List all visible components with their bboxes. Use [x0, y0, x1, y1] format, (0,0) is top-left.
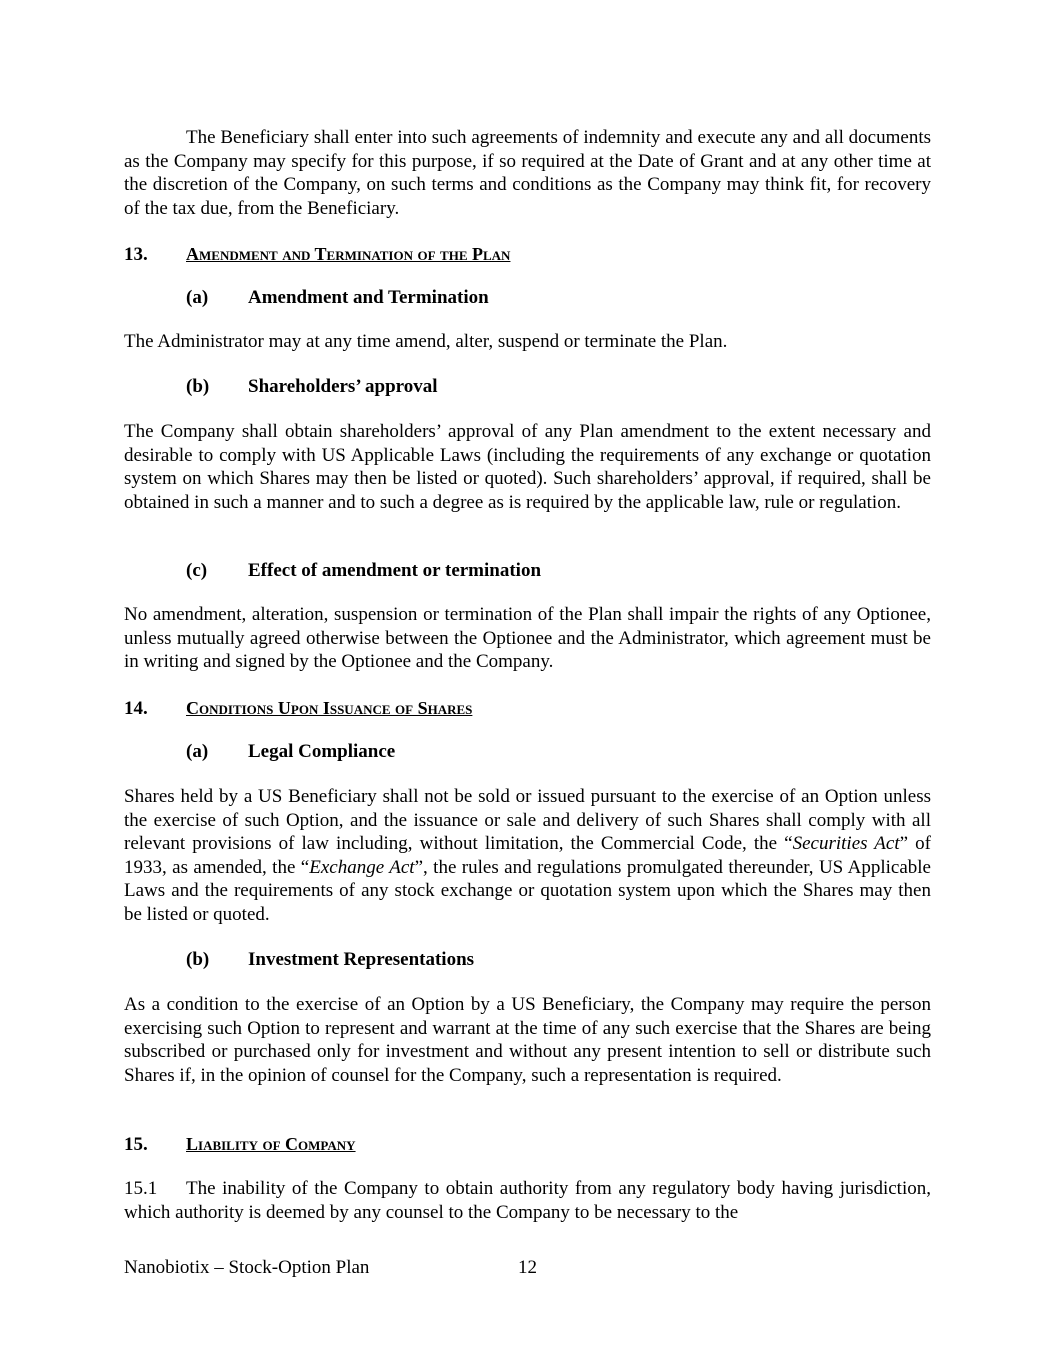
section-13c-text: No amendment, alteration, suspension or termination of the Plan shall impair the rights of any Optionee, unless mutually agreed otherwise between the Optionee and the Administrator, which agreement must be in writing and signed by the Optionee and the Company. [124, 604, 931, 673]
section-14a-text [124, 785, 931, 927]
section-14-title: Conditions Upon Issuance of Shares [186, 698, 473, 718]
section-13b-heading [186, 375, 438, 399]
section-14b-heading [186, 948, 474, 972]
intro-paragraph: The Beneficiary shall enter into such agreements of indemnity and execute any and all documents as the Company may specify for this purpose, if so required at the Date of Grant and at any other time at the discretion of the Company, on such terms and conditions as the Company may think fit, for recovery of the tax due, from the Beneficiary. [124, 127, 931, 219]
section-13c-title: Effect of amendment or termination [248, 560, 542, 581]
section-14-number: 14. [124, 698, 148, 719]
section-13a-title: Amendment and Termination [248, 287, 489, 308]
footer-page-number: 12 [518, 1257, 537, 1278]
exchange-act-term: Exchange Act [309, 856, 415, 878]
section-14b-text: As a condition to the exercise of an Option by a US Beneficiary, the Company may require the person exercising such Option to represent and warrant at the time of any such exercise that the Shares are being subscribed or purchased only for investment and without any present intention to sell or distribute such Shares if, in the opinion of counsel for the Company, such a representation is required. [124, 994, 931, 1086]
section-15-1-number: 15.1 [124, 1178, 158, 1199]
section-13c-label: (c) [186, 560, 208, 581]
section-14a-text-part-3: ”, the rules and regulations promulgated thereunder, US Applicable Laws and the requirements of any stock exchange or quotation system upon which the Shares may then be listed or quoted. [124, 856, 931, 925]
section-13a-heading [186, 286, 489, 310]
section-13a-label: (a) [186, 287, 209, 308]
securities-act-term: Securities Act [792, 833, 900, 855]
section-14a-text-part-2: ” of 1933, as amended, the “ [124, 833, 931, 878]
section-14a-heading [186, 740, 395, 764]
section-13b-title: Shareholders’ approval [248, 376, 438, 397]
section-13-title: Amendment and Termination of the Plan [186, 244, 511, 264]
section-14-heading [124, 696, 472, 721]
section-15-number: 15. [124, 1134, 148, 1155]
section-13b-text: The Company shall obtain shareholders’ approval of any Plan amendment to the extent necessary and desirable to comply with US Applicable Laws (including the requirements of any exchange or quotation system on which Shares may then be listed or quoted). Such shareholders’ approval, if required, shall be obtained in such a manner and to such a degree as is required by the applicable law, rule or regulation. [124, 421, 931, 513]
section-14b-label: (b) [186, 949, 210, 970]
section-15-heading [124, 1132, 356, 1157]
section-13a-text: The Administrator may at any time amend, alter, suspend or terminate the Plan. [124, 331, 728, 352]
section-15-1-text [124, 1177, 931, 1224]
section-15-title: Liability of Company [186, 1134, 356, 1154]
section-13-heading [124, 242, 510, 267]
section-14a-text-part-1: Shares held by a US Beneficiary shall not be sold or issued pursuant to the exercise of an Option unless the exercise of such Option, and the issuance or sale and delivery of such Shares shall comply with all relevant provisions of law including, without limitation, the Commercial Code, the “ [124, 786, 931, 855]
footer-document-title: Nanobiotix – Stock-Option Plan [124, 1257, 370, 1278]
section-14a-label: (a) [186, 741, 209, 762]
section-13b-label: (b) [186, 376, 210, 397]
section-14a-title: Legal Compliance [248, 741, 396, 762]
section-14b-title: Investment Representations [248, 949, 475, 970]
section-15-1-body: The inability of the Company to obtain authority from any regulatory body having jurisdiction, which authority is deemed by any counsel to the Company to be necessary to the [124, 1178, 931, 1223]
section-13-number: 13. [124, 244, 148, 265]
section-13c-heading [186, 559, 541, 583]
